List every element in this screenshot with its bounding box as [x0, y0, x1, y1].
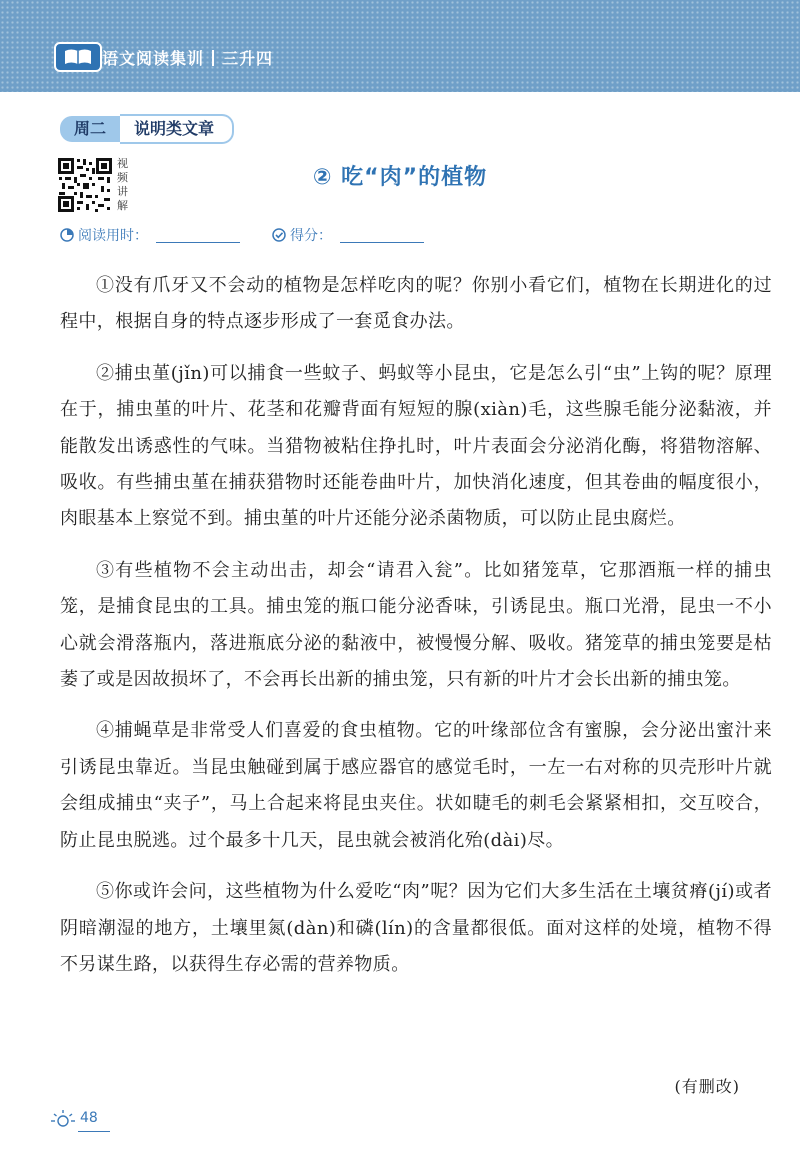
category-label: 说明类文章	[120, 114, 234, 144]
score-field[interactable]	[340, 228, 424, 243]
page-number: 48	[80, 1110, 98, 1126]
paragraph-4: ④捕蝇草是非常受人们喜爱的食虫植物。它的叶缘部位含有蜜腺，会分泌出蜜汁来引诱昆虫靠近。当昆虫触碰到属于感应器官的感觉毛时，一左一右对称的贝壳形叶片就会组成捕虫“夹子”，马上合起来将昆虫夹住。状如睫毛的刺毛会紧紧相扣，交互咬合，防止昆虫脱逃。过个最多十几天，昆虫就会被消化殆(dài)尽。	[60, 720, 772, 851]
book-icon	[54, 42, 102, 72]
score-label: 得分：	[290, 228, 332, 244]
section-tag	[60, 117, 234, 141]
clock-icon	[60, 228, 74, 242]
meta-row	[60, 224, 424, 246]
header-divider	[212, 50, 214, 66]
source-note: (有删改)	[674, 1077, 740, 1096]
article-title: ② 吃“肉”的植物	[312, 165, 488, 190]
qr-caption-char: 解	[117, 199, 128, 212]
article-body	[60, 268, 772, 998]
grade-label: 三升四	[222, 49, 274, 68]
header-title	[102, 46, 273, 69]
paragraph-1: ①没有爪牙又不会动的植物是怎样吃肉的呢？你别小看它们，植物在长期进化的过程中，根据自身的特点逐步形成了一套觅食办法。	[60, 275, 772, 333]
qr-caption-char: 讲	[117, 185, 128, 198]
footer-line	[78, 1131, 110, 1132]
sun-icon	[50, 1109, 76, 1131]
reading-time-field[interactable]	[156, 228, 240, 243]
check-circle-icon	[272, 228, 286, 242]
week-label: 周二	[60, 116, 120, 142]
qr-caption-char: 视	[117, 157, 128, 170]
score	[272, 225, 424, 245]
paragraph-2: ②捕虫堇(jǐn)可以捕食一些蚊子、蚂蚁等小昆虫，它是怎么引“虫”上钩的呢？原理在于，捕虫堇的叶片、花茎和花瓣背面有短短的腺(xiàn)毛，这些腺毛能分泌黏液，并能散发出诱惑性的气味。当猎物被粘住挣扎时，叶片表面会分泌消化酶，将猎物溶解、吸收。有些捕虫堇在捕获猎物时还能卷曲叶片，加快消化速度，但其卷曲的幅度很小，肉眼基本上察觉不到。捕虫堇的叶片还能分泌杀菌物质，可以防止昆虫腐烂。	[60, 362, 772, 530]
paragraph-3: ③有些植物不会主动出击，却会“请君入瓮”。比如猪笼草，它那酒瓶一样的捕虫笼，是捕食昆虫的工具。捕虫笼的瓶口能分泌香味，引诱昆虫。瓶口光滑，昆虫一不小心就会滑落瓶内，落进瓶底分泌的黏液中，被慢慢分解、吸收。猪笼草的捕虫笼要是枯萎了或是因故损坏了，不会再长出新的捕虫笼，只有新的叶片才会长出新的捕虫笼。	[60, 559, 772, 691]
book-title: 语文阅读集训	[102, 49, 205, 68]
reading-time	[60, 225, 240, 245]
reading-time-label: 阅读用时：	[78, 228, 148, 244]
qr-caption-char: 频	[117, 171, 128, 184]
paragraph-5: ⑤你或许会问，这些植物为什么爱吃“肉”呢？因为它们大多生活在土壤贫瘠(jí)或者阴暗潮湿的地方，土壤里氮(dàn)和磷(lín)的含量都很低。面对这样的处境，植物不得不另谋生路，以获得生存必需的营养物质。	[60, 881, 772, 975]
